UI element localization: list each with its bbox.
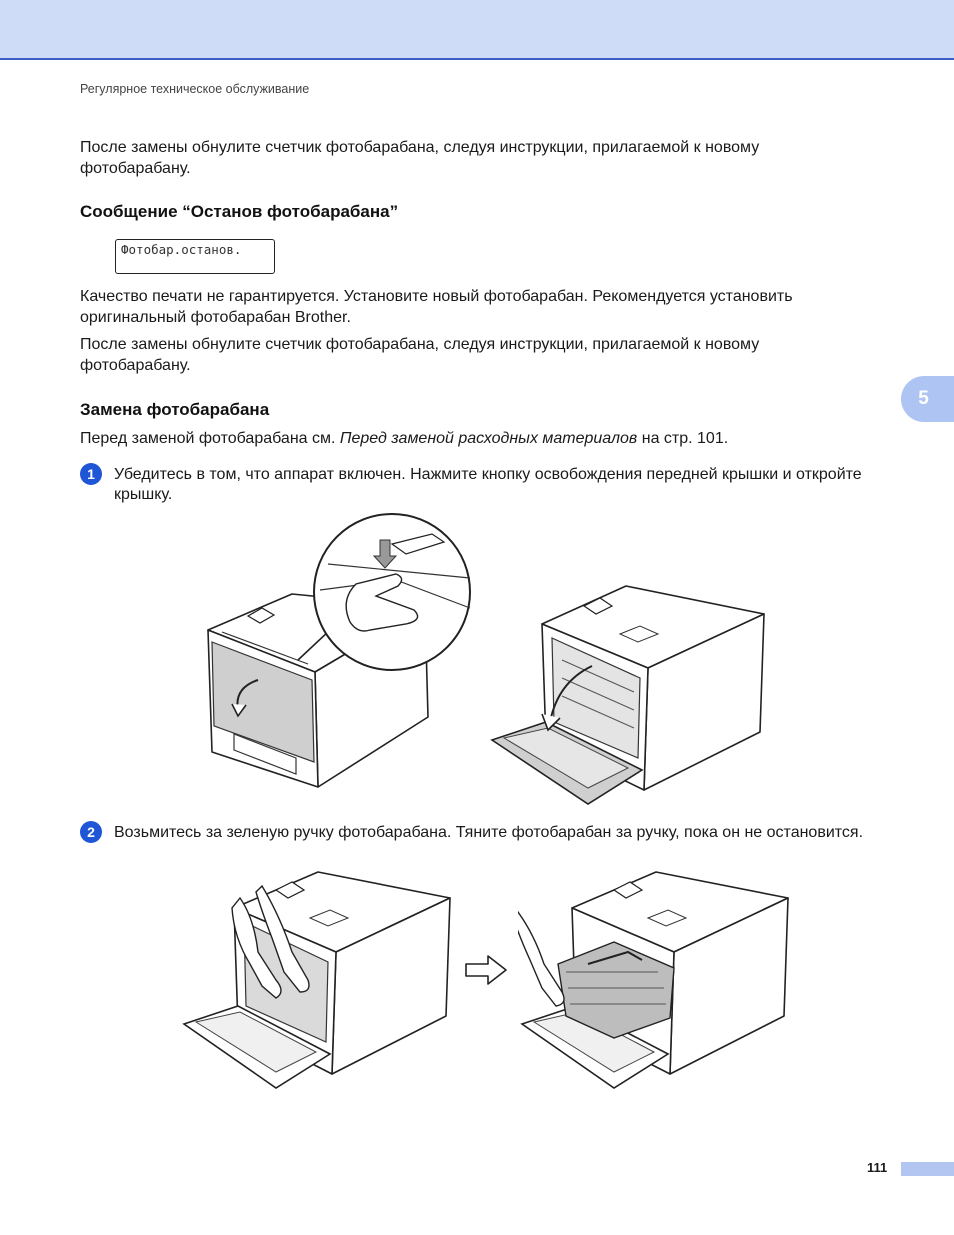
header-band [0, 0, 954, 60]
printer-front-cover-release-illustration [200, 512, 480, 797]
step-1-badge: 1 [80, 463, 102, 485]
step-1-text: Убедитесь в том, что аппарат включен. Нажмите кнопку освобождения передней крышки и откройте крышку. [114, 466, 862, 503]
section-heading-replace-drum: Замена фотобарабана [80, 400, 270, 419]
grab-drum-handle-illustration [180, 868, 455, 1093]
step-2-badge: 2 [80, 821, 102, 843]
next-arrow-icon [464, 954, 508, 986]
printer-open-front-cover-illustration [488, 582, 768, 810]
intro-paragraph: После замены обнулите счетчик фотобарабана, следуя инструкции, прилагаемой к новому фотобарабану. [80, 139, 760, 177]
section-heading-drum-stop: Сообщение “Останов фотобарабана” [80, 202, 399, 221]
reference-page: на стр. 101. [637, 430, 729, 447]
footer-bar [901, 1162, 954, 1176]
reference-text: Перед заменой фотобарабана см. [80, 430, 340, 447]
page-number: 111 [867, 1160, 888, 1175]
reset-counter-paragraph: После замены обнулите счетчик фотобарабана, следуя инструкции, прилагаемой к новому фотобарабану. [80, 336, 760, 374]
running-title: Регулярное техническое обслуживание [80, 82, 310, 96]
pull-drum-unit-illustration [518, 868, 793, 1093]
reference-paragraph [80, 428, 870, 449]
reference-link[interactable]: Перед заменой расходных материалов [339, 430, 638, 447]
step-2-text: Возьмитесь за зеленую ручку фотобарабана. Тяните фотобарабан за ручку, пока он не остановится. [114, 824, 864, 841]
lcd-message-box: Фотобар.останов. [115, 239, 275, 274]
chapter-tab: 5 [901, 376, 954, 422]
quality-paragraph: Качество печати не гарантируется. Установите новый фотобарабан. Рекомендуется установить оригинальный фотобарабан Brother. [80, 288, 793, 326]
